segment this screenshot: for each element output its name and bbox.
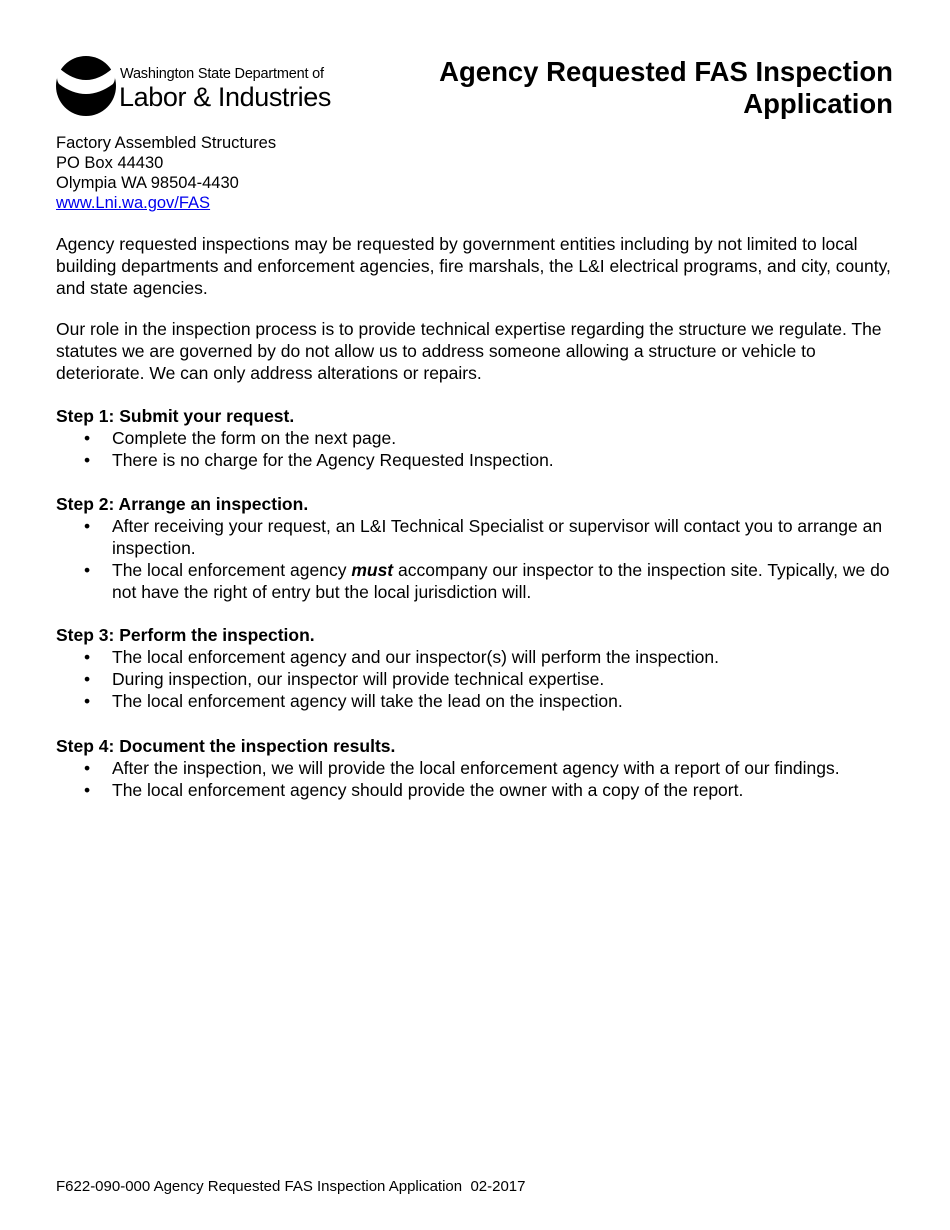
step-2-list: [56, 515, 906, 603]
step-3-heading: Step 3: Perform the inspection.: [56, 625, 315, 645]
list-item: • The local enforcement agency will take the lead on the inspection.: [112, 690, 906, 712]
page-title: [393, 56, 893, 120]
page-title-line1: Agency Requested FAS Inspection: [439, 56, 893, 87]
step-1-list: [56, 427, 906, 471]
list-item: • During inspection, our inspector will provide technical expertise.: [112, 668, 906, 690]
step-1-section: [56, 405, 906, 471]
address-line-city: Olympia WA 98504-4430: [56, 174, 239, 192]
form-footer: F622-090-000 Agency Requested FAS Inspection Application 02-2017: [56, 1178, 526, 1195]
intro-paragraph-1: Agency requested inspections may be requested by government entities including by not limited to local building departments and enforcement agencies, fire marshals, the L&I electrical programs, and city, county, and state agencies.: [56, 234, 891, 298]
intro-section-2: [56, 318, 906, 384]
mailing-address: [56, 133, 276, 213]
logo-line-agency: Labor & Industries: [119, 82, 331, 112]
step-4-section: [56, 735, 906, 801]
must-emphasis: must: [351, 560, 394, 580]
list-item: • The local enforcement agency and our inspector(s) will perform the inspection.: [112, 646, 906, 668]
website-link[interactable]: www.Lni.wa.gov/FAS: [56, 194, 211, 212]
list-item: • After receiving your request, an L&I Technical Specialist or supervisor will contact you to arrange an inspection.: [112, 515, 906, 559]
intro-paragraph-2: Our role in the inspection process is to provide technical expertise regarding the structure we regulate. The statutes we are governed by do not allow us to address someone allowing a structure or vehicle to deteriorate. We can only address alterations or repairs.: [56, 319, 882, 383]
step-3-list: [56, 646, 906, 712]
must-item-after: accompany our inspector to the inspection site. Typically, we do not have the right of entry but the local jurisdiction will.: [112, 560, 890, 602]
list-item: • Complete the form on the next page.: [112, 427, 906, 449]
step-4-list: [56, 757, 906, 801]
step-4-heading: Step 4: Document the inspection results.: [56, 736, 396, 756]
list-item: • There is no charge for the Agency Requested Inspection.: [112, 449, 906, 471]
page-title-line2: Application: [743, 88, 893, 119]
step-1-heading: Step 1: Submit your request.: [56, 406, 295, 426]
address-line-office: Factory Assembled Structures: [56, 134, 277, 152]
list-item: • After the inspection, we will provide the local enforcement agency with a report of our findings.: [112, 757, 906, 779]
logo-line-department: Washington State Department of: [120, 66, 324, 82]
must-item-before: The local enforcement agency: [112, 560, 352, 580]
step-2-heading: Step 2: Arrange an inspection.: [56, 494, 309, 514]
step-2-section: [56, 493, 906, 603]
intro-section: [56, 233, 906, 299]
lni-logo-mark-icon: [55, 54, 117, 118]
list-item: • The local enforcement agency should provide the owner with a copy of the report.: [112, 779, 906, 801]
step-3-section: [56, 624, 906, 712]
agency-logo: [55, 54, 331, 118]
list-item-must: [112, 559, 906, 603]
address-line-pobox: PO Box 44430: [56, 154, 164, 172]
